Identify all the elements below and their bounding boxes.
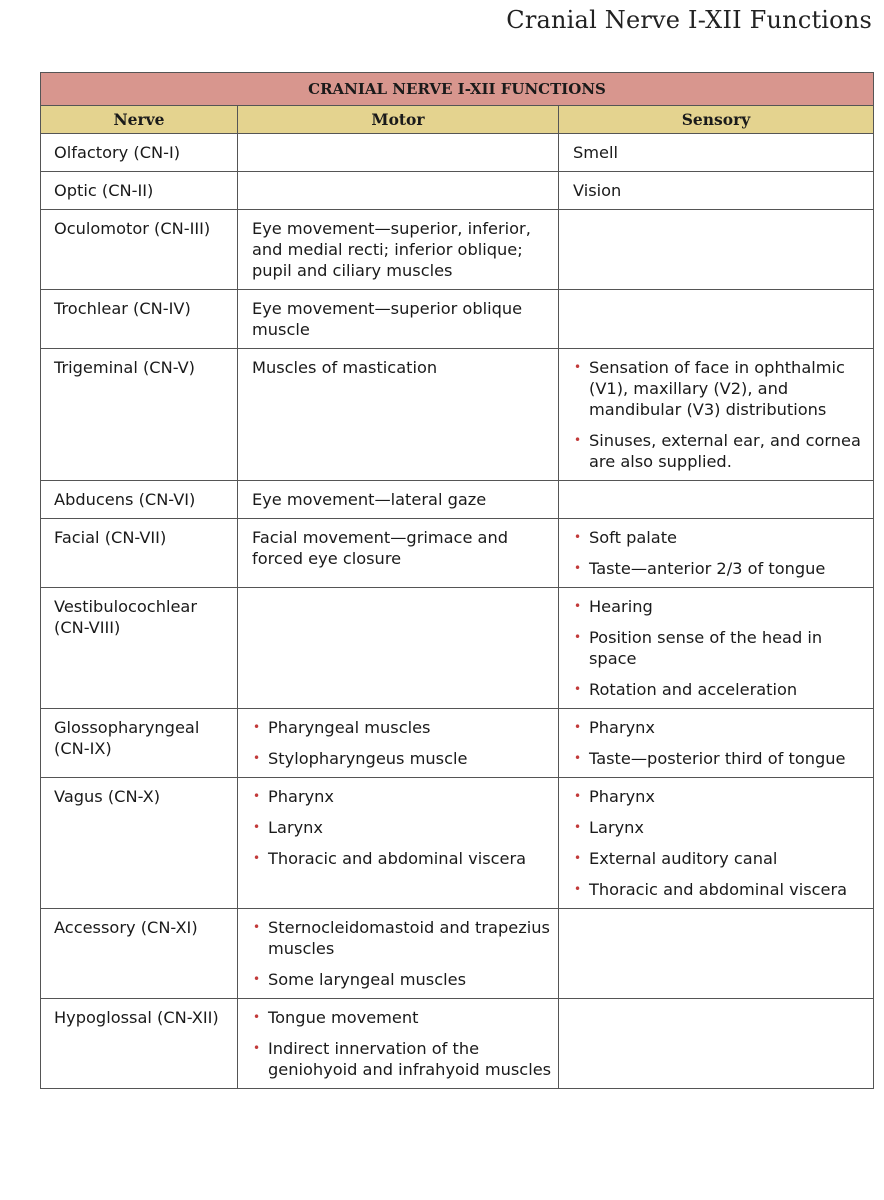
table-row [41, 778, 874, 909]
motor-text: Eye movement—lateral gaze [252, 490, 487, 509]
motor-cell [238, 481, 559, 519]
sensory-list-item: • Thoracic and abdominal viscera [573, 879, 867, 900]
motor-list-item: • Indirect innervation of the geniohyoid and infrahyoid muscles [252, 1038, 552, 1080]
sensory-list-item: • Taste—posterior third of tongue [573, 748, 867, 769]
nerve-cell: Abducens (CN-VI) [41, 481, 238, 519]
motor-cell [238, 909, 559, 999]
sensory-list-item: • Pharynx [573, 717, 867, 738]
sensory-cell [559, 481, 874, 519]
motor-cell [238, 349, 559, 481]
nerve-cell: Glossopharyngeal (CN-IX) [41, 709, 238, 778]
motor-list [252, 1007, 552, 1080]
sensory-cell [559, 519, 874, 588]
motor-cell [238, 709, 559, 778]
sensory-list-item: • Rotation and acceleration [573, 679, 867, 700]
sensory-text: Vision [573, 181, 622, 200]
nerve-cell: Optic (CN-II) [41, 172, 238, 210]
sensory-cell [559, 588, 874, 709]
motor-cell [238, 588, 559, 709]
motor-list-item: • Pharyngeal muscles [252, 717, 552, 738]
motor-cell [238, 172, 559, 210]
table-title-row [41, 73, 874, 106]
table-row [41, 210, 874, 290]
sensory-list-item: • Larynx [573, 817, 867, 838]
sensory-cell [559, 290, 874, 349]
sensory-list-item: • External auditory canal [573, 848, 867, 869]
motor-list [252, 786, 552, 869]
sensory-list-item: • Sinuses, external ear, and cornea are also supplied. [573, 430, 867, 472]
sensory-cell [559, 210, 874, 290]
sensory-list-item: • Hearing [573, 596, 867, 617]
motor-cell [238, 999, 559, 1089]
nerve-cell: Olfactory (CN-I) [41, 134, 238, 172]
table-row [41, 290, 874, 349]
column-header-sensory: Sensory [559, 106, 874, 134]
page-title: Cranial Nerve I-XII Functions [506, 6, 872, 34]
table-row [41, 172, 874, 210]
nerve-cell: Oculomotor (CN-III) [41, 210, 238, 290]
sensory-list [573, 527, 867, 579]
table-title: CRANIAL NERVE I-XII FUNCTIONS [41, 73, 874, 106]
nerve-cell: Vestibulocochlear (CN-VIII) [41, 588, 238, 709]
motor-cell [238, 778, 559, 909]
sensory-cell [559, 134, 874, 172]
motor-text: Eye movement—superior, inferior, and medial recti; inferior oblique; pupil and ciliary muscles [252, 219, 531, 280]
nerve-cell: Hypoglossal (CN-XII) [41, 999, 238, 1089]
motor-list-item: • Sternocleidomastoid and trapezius muscles [252, 917, 552, 959]
motor-cell [238, 519, 559, 588]
sensory-list-item: • Sensation of face in ophthalmic (V1), maxillary (V2), and mandibular (V3) distributions [573, 357, 867, 420]
sensory-list [573, 786, 867, 900]
sensory-cell [559, 999, 874, 1089]
sensory-cell [559, 709, 874, 778]
motor-text: Eye movement—superior oblique muscle [252, 299, 523, 339]
cranial-nerve-table [40, 72, 874, 1089]
table-header-row [41, 106, 874, 134]
motor-cell [238, 210, 559, 290]
table-row [41, 999, 874, 1089]
motor-cell [238, 134, 559, 172]
table-row [41, 519, 874, 588]
table-body [41, 134, 874, 1089]
nerve-cell: Accessory (CN-XI) [41, 909, 238, 999]
sensory-list-item: • Taste—anterior 2/3 of tongue [573, 558, 867, 579]
sensory-list-item: • Soft palate [573, 527, 867, 548]
nerve-cell: Trochlear (CN-IV) [41, 290, 238, 349]
nerve-cell: Vagus (CN-X) [41, 778, 238, 909]
table-row [41, 709, 874, 778]
motor-list-item: • Larynx [252, 817, 552, 838]
motor-cell [238, 290, 559, 349]
table-row [41, 481, 874, 519]
sensory-list [573, 357, 867, 472]
sensory-list-item: • Pharynx [573, 786, 867, 807]
nerve-cell: Facial (CN-VII) [41, 519, 238, 588]
table-row [41, 134, 874, 172]
table-row [41, 349, 874, 481]
motor-list-item: • Thoracic and abdominal viscera [252, 848, 552, 869]
motor-list [252, 917, 552, 990]
nerve-cell: Trigeminal (CN-V) [41, 349, 238, 481]
sensory-list [573, 717, 867, 769]
sensory-cell [559, 909, 874, 999]
sensory-cell [559, 172, 874, 210]
sensory-cell [559, 778, 874, 909]
motor-list [252, 717, 552, 769]
motor-text: Facial movement—grimace and forced eye closure [252, 528, 509, 568]
sensory-list-item: • Position sense of the head in space [573, 627, 867, 669]
column-header-motor: Motor [238, 106, 559, 134]
sensory-text: Smell [573, 143, 618, 162]
motor-list-item: • Some laryngeal muscles [252, 969, 552, 990]
table-row [41, 588, 874, 709]
motor-list-item: • Tongue movement [252, 1007, 552, 1028]
sensory-cell [559, 349, 874, 481]
motor-text: Muscles of mastication [252, 358, 438, 377]
column-header-nerve: Nerve [41, 106, 238, 134]
motor-list-item: • Pharynx [252, 786, 552, 807]
table-row [41, 909, 874, 999]
motor-list-item: • Stylopharyngeus muscle [252, 748, 552, 769]
sensory-list [573, 596, 867, 700]
